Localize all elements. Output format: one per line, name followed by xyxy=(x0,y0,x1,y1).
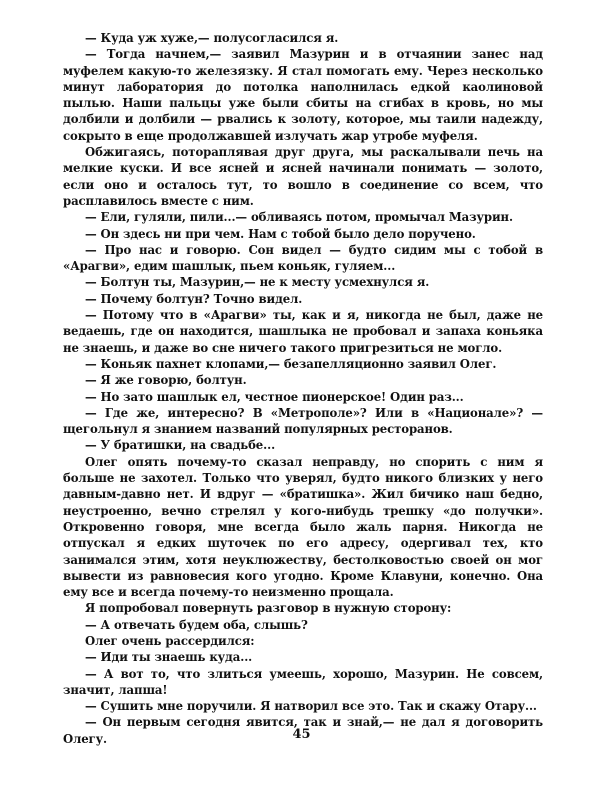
paragraph: — Он здесь ни при чем. Нам с тобой было дело поручено. xyxy=(85,226,476,241)
paragraph: — Но зато шашлык ел, честное пионерское! Один раз... xyxy=(85,389,464,404)
paragraph: — Я же говорю, болтун. xyxy=(85,373,247,388)
paragraph: — Почему болтун? Точно видел. xyxy=(85,291,303,306)
paragraph: — А вот то, что злиться умеешь, хорошо, Мазурин. Не совсем, значит, лапша! xyxy=(63,666,543,697)
paragraph: Олег опять почему-то сказал неправду, но спорить с ним я больше не захотел. Только что уверял, будто никого близких у него давным-давно нет. И вдруг — «братишка». Жил бичико наш бедно, неустроенно, вечно стрелял у кого-нибудь трешку «до получки». Откровенно говоря, мне всегда было жаль парня. Никогда не отпускал я едких шуточек по его адресу, одергивал тех, кто занимался этим, хотя неуклюжеству, бестолковостью своей он мог вывести из равновесия кого угодно. Кроме Клавуни, конечно. Она ему все и всегда почему-то неизменно прощала. xyxy=(63,454,543,600)
page-number: 45 xyxy=(292,727,311,742)
paragraph: Олег очень рассердился: xyxy=(85,633,255,648)
paragraph: — Где же, интересно? В «Метрополе»? Или в «Национале»? — щегольнул я знанием названий популярных ресторанов. xyxy=(63,405,543,437)
paragraph: — Про нас и говорю. Сон видел — будто сидим мы с тобой в «Арагви», едим шашлык, пьем коньяк, гуляем... xyxy=(63,242,543,274)
paragraph: Обжигаясь, потораплявая друг друга, мы раскалывали печь на мелкие куски. И все ясней и ясней начинали понимать — золото, если оно и осталось тут, то вошло в соединение со всем, что расплавилось вместе с ним. xyxy=(63,145,543,208)
paragraph: Я попробовал повернуть разговор в нужную сторону: xyxy=(85,601,452,616)
paragraph: — Куда уж хуже,— полусогласился я. xyxy=(85,31,339,45)
paragraph: — У братишки, на свадьбе... xyxy=(85,438,276,453)
paragraph: — Ели, гуляли, пили...— обливаясь потом, промычал Мазурин. xyxy=(85,210,513,225)
paragraph: — Сушить мне поручили. Я натворил все это. Так и скажу Отару... xyxy=(85,699,537,714)
paragraph: — Коньяк пахнет клопами,— безапелляционно заявил Олег. xyxy=(85,356,497,371)
paragraph: — Потому что в «Арагви» ты, как и я, никогда не был, даже не ведаешь, где он находится, шашлыка не пробовал и запаха коньяка не знаешь, и даже во сне ничего такого пригрезиться не могло. xyxy=(63,308,543,355)
paragraph: — Болтун ты, Мазурин,— не к месту усмехнулся я. xyxy=(85,275,430,290)
paragraph: — Тогда начнем,— заявил Мазурин и в отчаянии занес над муфелем какую-то железязку. Я стал помогать ему. Через несколько минут лаборатория до потолка наполнилась едкой каолиновой пылью. Наши пальцы уже были сбиты на сгибах в кровь, но мы долбили и долбили — рвались к золоту, которое, мы таили надежду, сокрыто в еще продолжавшей излучать жар утробе муфеля. xyxy=(63,47,543,143)
paragraph: — Он первым сегодня явится, так и знай,— не дал я договорить Олегу. xyxy=(63,715,543,746)
paragraph: — А отвечать будем оба, слышь? xyxy=(85,617,308,632)
paragraph: — Иди ты знаешь куда... xyxy=(85,650,253,665)
page-body xyxy=(63,30,543,747)
